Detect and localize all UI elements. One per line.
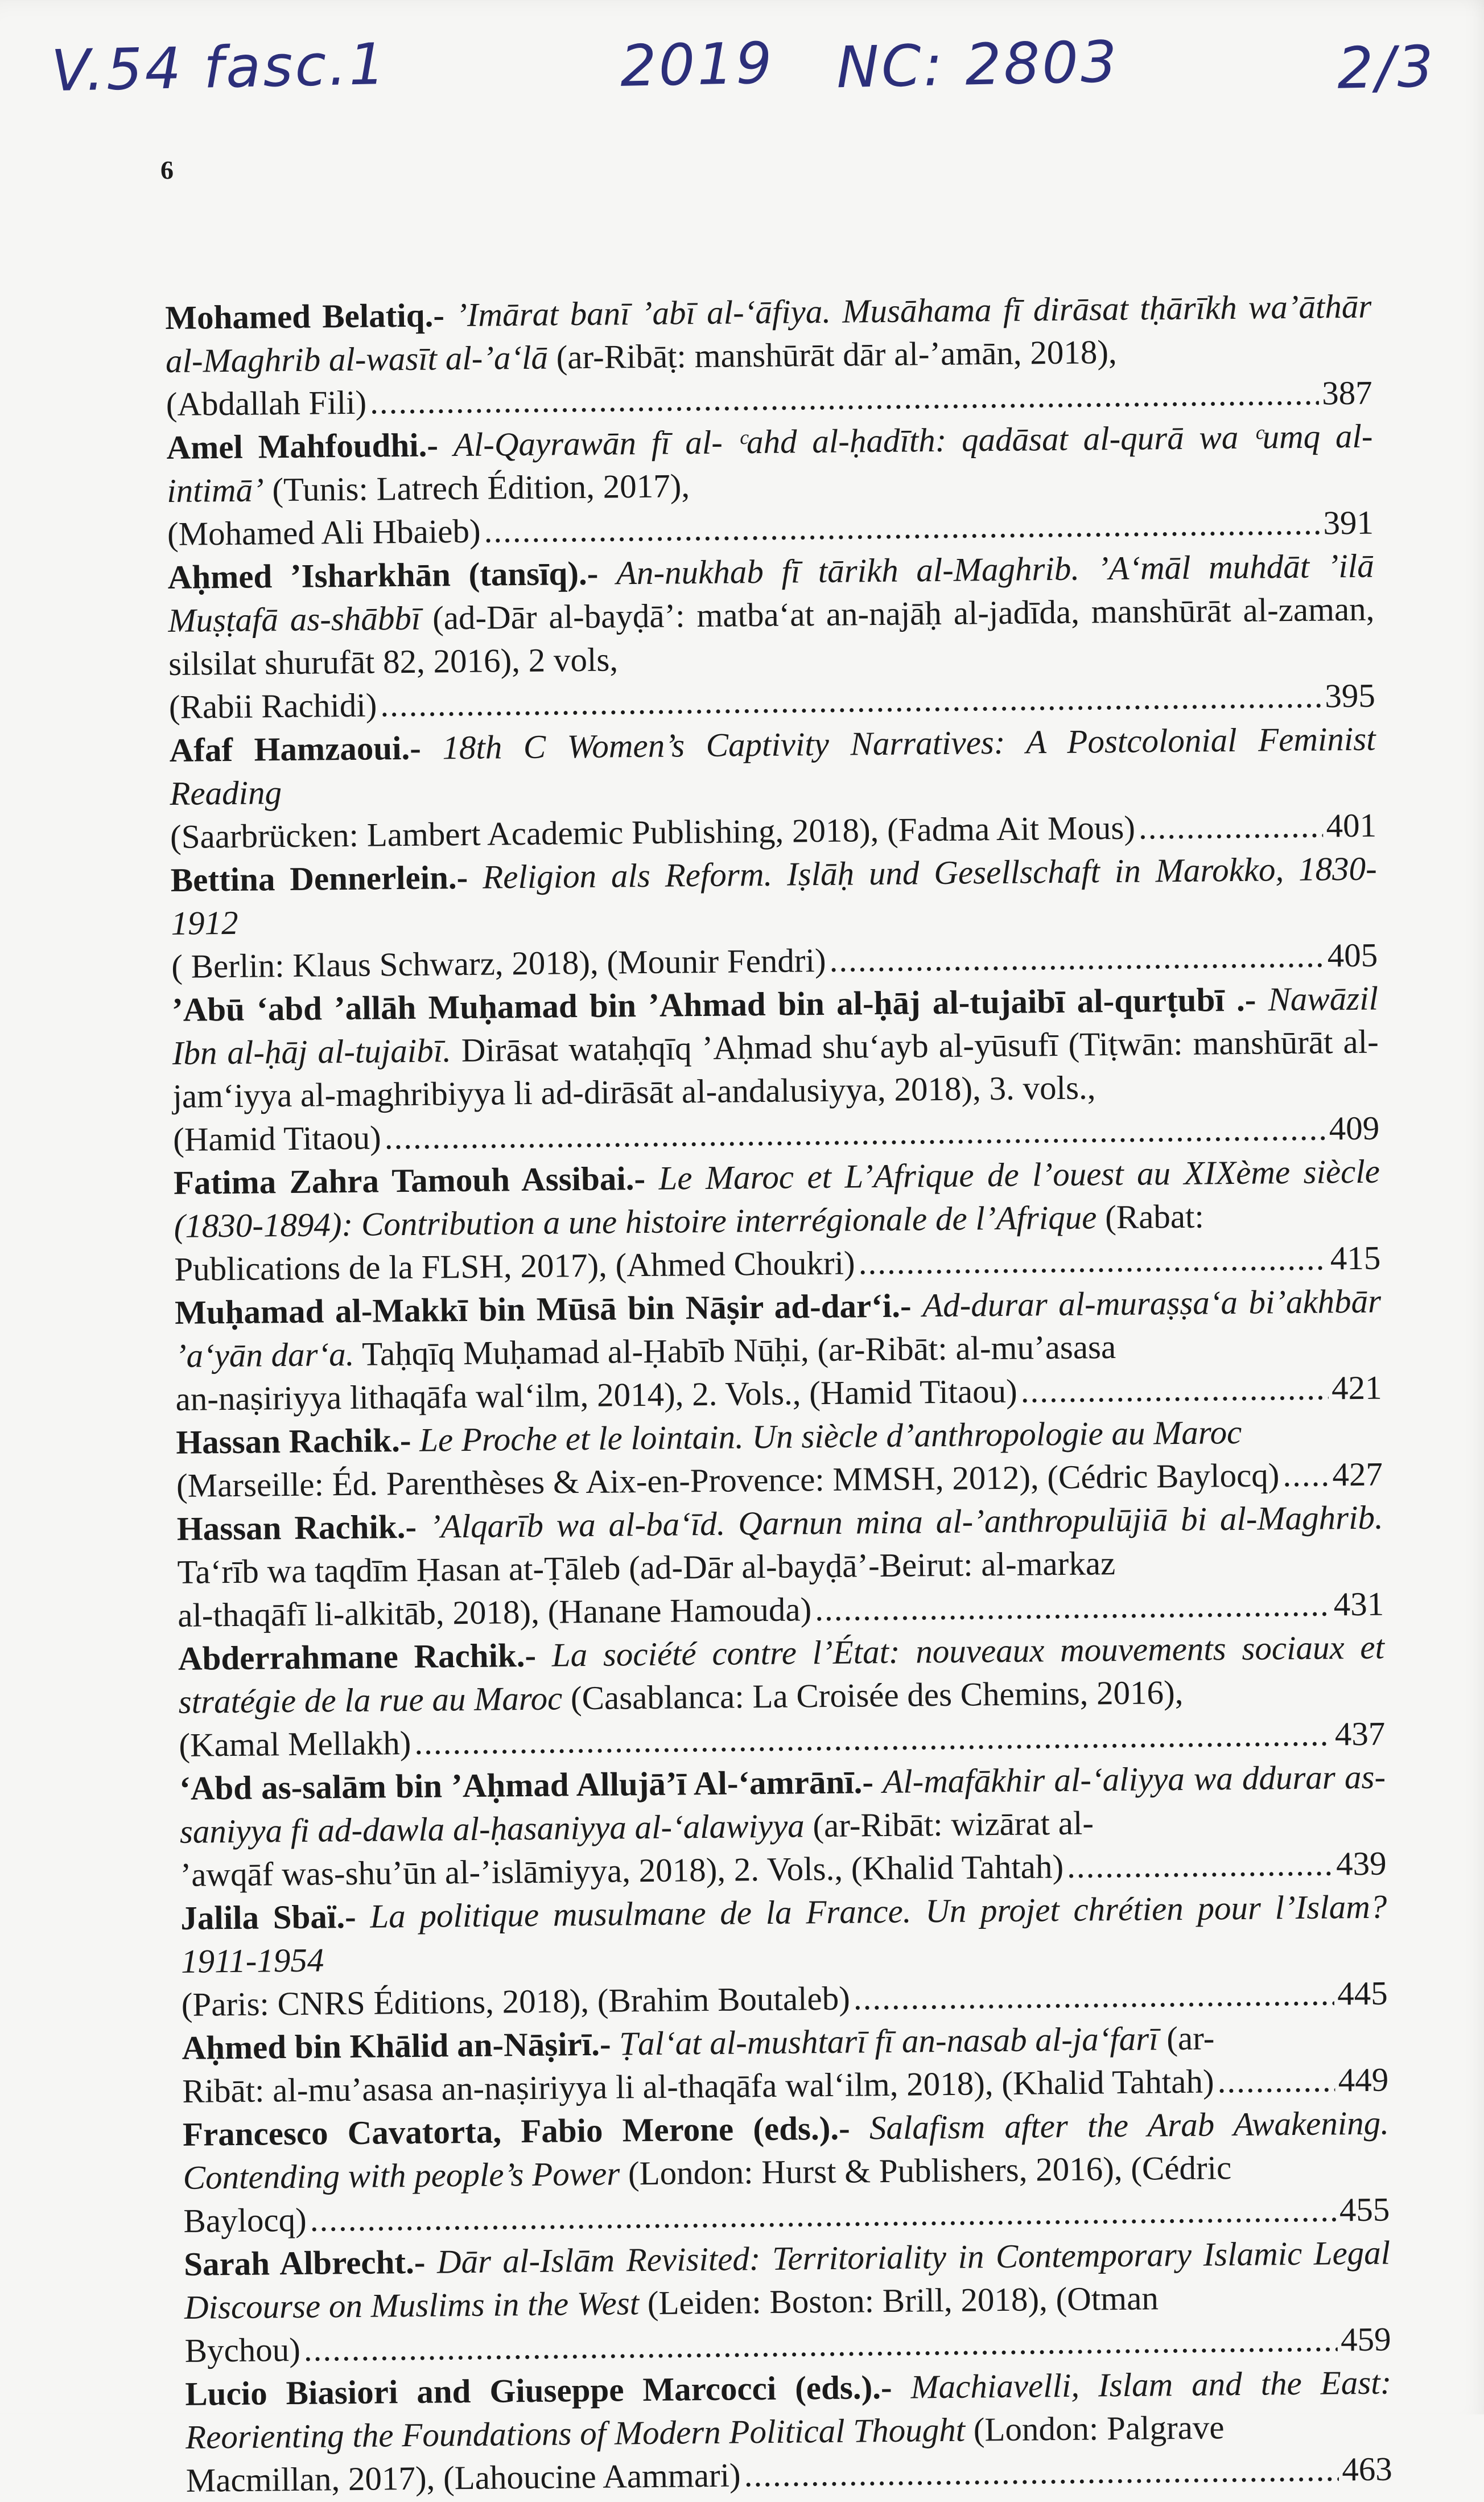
review-entry bbox=[183, 2101, 1390, 2242]
entry-page-number: 445 bbox=[1337, 1974, 1388, 2013]
entry-page-number: 427 bbox=[1332, 1455, 1383, 1493]
entry-author: Lucio Biasiori and Giuseppe Marcocci (eds.).- bbox=[185, 2368, 892, 2413]
entry-body bbox=[176, 1496, 1383, 1594]
entry-author: Amel Mahfoudhi.- bbox=[166, 426, 439, 466]
review-entry bbox=[184, 2231, 1391, 2372]
entry-title: Religion als Reform. Iṣlāḥ und Gesellschaft in Marokko, 1830-1912 bbox=[171, 849, 1378, 942]
review-entry bbox=[172, 977, 1380, 1161]
entry-author: Fatima Zahra Tamouh Assibai.- bbox=[173, 1159, 646, 1201]
dot-leader bbox=[1139, 804, 1323, 849]
entry-page-number: 409 bbox=[1329, 1109, 1380, 1147]
entry-title: Nawāzil Ibn al-ḥāj al-tujaibī. bbox=[172, 979, 1379, 1072]
entry-body bbox=[165, 285, 1372, 382]
entry-body bbox=[166, 414, 1373, 512]
review-entry bbox=[169, 717, 1376, 858]
entry-author: Muḥamad al-Makkī bin Mūsā bin Nāṣir ad-dar‘i.- bbox=[174, 1286, 912, 1331]
entry-reviewer: (Paris: CNRS Éditions, 2018), (Brahim Boutaleb) bbox=[181, 1979, 851, 2023]
entry-author: Abderrahmane Rachik.- bbox=[178, 1636, 537, 1677]
entry-title: Le Maroc et L’Afrique de l’ouest au XIXème siècle (1830-1894): Contribution a une histoire interrégionale de l’Afrique bbox=[174, 1152, 1380, 1245]
entry-title: La société contre l’État: nouveaux mouvements sociaux et stratégie de la rue au Maroc bbox=[178, 1628, 1385, 1721]
entry-body bbox=[174, 1150, 1380, 1248]
entry-page-number: 391 bbox=[1323, 503, 1374, 542]
entry-publication: (Rabat: bbox=[1104, 1197, 1205, 1236]
entry-author: Francesco Cavatorta, Fabio Merone (eds.).- bbox=[182, 2109, 851, 2153]
dot-leader bbox=[1217, 2058, 1335, 2102]
review-entry bbox=[175, 1279, 1382, 1421]
entry-title: ’Alqarīb wa al-ba‘īd. Qarnun mina al-’anthropulūjiā bi al-Maghrib. bbox=[429, 1498, 1384, 1545]
review-entry bbox=[167, 544, 1375, 729]
entry-publication: (Casablanca: La Croisée des Chemins, 2016), bbox=[570, 1673, 1184, 1717]
entry-body bbox=[170, 847, 1377, 945]
dot-leader bbox=[1020, 1366, 1328, 1412]
entry-reviewer: ’awqāf was-shu’ūn al-’islāmiyya, 2018), 2. Vols., (Khalid Tahtah) bbox=[180, 1847, 1064, 1894]
handwritten-code-note: NC: 2803 bbox=[835, 28, 1120, 101]
entry-page-number: 459 bbox=[1340, 2320, 1391, 2359]
entry-body bbox=[180, 1885, 1387, 1983]
handwritten-year-note: 2019 bbox=[619, 30, 775, 100]
entry-title: ’Imārat banī ’abī al-‘āfiya. Musāhama fī dirāsat tḥārīkh wa’āthār al-Maghrib al-wasīt al-’a‘lā bbox=[165, 287, 1372, 380]
entry-page-number: 463 bbox=[1341, 2450, 1393, 2488]
review-entry bbox=[174, 1150, 1381, 1291]
entry-title: Ad-durar al-muraṣṣa‘a bi’akhbār ’a‘yān dar‘a. bbox=[175, 1282, 1382, 1375]
review-entry bbox=[166, 414, 1374, 555]
entry-title: La politique musulmane de la France. Un projet chrétien pour l’Islam? 1911-1954 bbox=[180, 1887, 1387, 1980]
entry-author: Aḥmed bin Khālid an-Nāṣirī.- bbox=[182, 2024, 611, 2067]
review-entry bbox=[178, 1626, 1386, 1767]
entry-author: Hassan Rachik.- bbox=[176, 1507, 417, 1548]
entry-body bbox=[183, 2101, 1390, 2199]
review-entries-list bbox=[165, 285, 1392, 2502]
entry-page-number: 439 bbox=[1335, 1844, 1387, 1883]
entry-title: Al-mafākhir al-‘aliyya wa ddurar as-saniyya fi ad-dawla al-ḥasaniyya al-‘alawiyya bbox=[179, 1758, 1386, 1850]
entry-publication: Ta‘rīb wa taqdīm Ḥasan at-Ṭāleb (ad-Dār al-bayḍā’-Beirut: al-markaz bbox=[177, 1544, 1116, 1591]
review-entry bbox=[182, 2015, 1388, 2113]
entry-author: Hassan Rachik.- bbox=[176, 1421, 411, 1461]
entry-body bbox=[169, 717, 1376, 815]
entry-title: Machiavelli, Islam and the East: Reorienting the Foundations of Modern Political Thought bbox=[185, 2363, 1392, 2456]
entry-author: Jalila Sbaï.- bbox=[180, 1897, 356, 1937]
dot-leader bbox=[858, 1236, 1327, 1284]
dot-leader bbox=[829, 934, 1324, 982]
entry-page-number: 421 bbox=[1331, 1368, 1382, 1407]
entry-reviewer: (Abdallah Fili) bbox=[166, 383, 367, 423]
entry-page-number: 387 bbox=[1321, 373, 1373, 412]
entry-author: ‘Abd as-salām bin ’Aḥmad Allujā’ī Al-‘amrānī.- bbox=[179, 1763, 874, 1807]
entry-title: Dār al-Islām Revisited: Territoriality in Contemporary Islamic Legal Discourse on Muslims in the West bbox=[184, 2233, 1391, 2326]
entry-reviewer: (Saarbrücken: Lambert Academic Publishing, 2018), (Fadma Ait Mous) bbox=[170, 808, 1136, 855]
entry-body bbox=[178, 1626, 1385, 1723]
entry-title: 18th C Women’s Captivity Narratives: A Postcolonial Feminist Reading bbox=[170, 719, 1376, 812]
entry-publication: Dirāsat wataḥqīq ’Aḥmad shu‘ayb al-yūsufī (Tiṭwān: manshūrāt al-jam‘iyya al-maghribiyya li ad-dirāsāt al-andalusiyya, 2018), 3. vols., bbox=[172, 1022, 1379, 1115]
entry-page-number: 431 bbox=[1333, 1585, 1384, 1623]
entry-page-number: 395 bbox=[1325, 676, 1376, 715]
entry-publication: (ad-Dār al-bayḍā’: matba‘at an-najāḥ al-jadīda, manshūrāt al-zaman, silsilat shurufāt 82, 2016), 2 vols, bbox=[168, 590, 1375, 682]
dot-leader bbox=[484, 501, 1320, 553]
entry-reviewer: Baylocq) bbox=[183, 2200, 307, 2240]
entry-title: An-nukhab fī tārikh al-Maghrib. ’A‘māl muhdāt ’ilā Muṣṭafā as-shābbī bbox=[168, 546, 1374, 639]
handwritten-fraction-note: 2/3 bbox=[1336, 33, 1437, 102]
entry-publication: (London: Hurst & Publishers, 2016), (Cédric bbox=[628, 2149, 1232, 2192]
entry-author: Mohamed Belatiq.- bbox=[165, 296, 445, 336]
entry-publication: (Leiden: Boston: Brill, 2018), (Otman bbox=[647, 2279, 1159, 2322]
entry-publication: (ar-Ribāt: wizārat al- bbox=[813, 1804, 1094, 1845]
entry-body bbox=[175, 1279, 1382, 1377]
entry-page-number: 401 bbox=[1326, 806, 1377, 845]
review-entry bbox=[185, 2360, 1392, 2501]
entry-publication: (London: Palgrave bbox=[973, 2408, 1225, 2448]
entry-publication: (ar-Ribāṭ: manshūrāt dār al-’amān, 2018), bbox=[556, 332, 1118, 376]
entry-author: ’Abū ‘abd ’allāh Muḥamad bin ’Ahmad bin al-ḥāj al-tujaibī al-qurṭubī .- bbox=[171, 980, 1256, 1028]
entry-publication: (ar- bbox=[1166, 2019, 1215, 2057]
dot-leader bbox=[853, 1972, 1334, 2019]
entry-reviewer: (Rabii Rachidi) bbox=[168, 686, 377, 726]
entry-author: Afaf Hamzaoui.- bbox=[169, 729, 422, 769]
entry-body bbox=[179, 1755, 1386, 1853]
entry-page-number: 449 bbox=[1338, 2060, 1389, 2099]
entry-author: Aḥmed ’Isharkhān (tansīq).- bbox=[167, 554, 599, 596]
review-entry bbox=[176, 1496, 1384, 1637]
entry-reviewer: (Mohamed Ali Hbaieb) bbox=[167, 512, 481, 553]
entry-title: Al-Qayrawān fī al- ᶜahd al-ḥadīth: qadāsat al-qurā wa ᶜumq al-intimā’ bbox=[166, 417, 1373, 509]
review-entry bbox=[179, 1755, 1387, 1896]
entry-reviewer: ( Berlin: Klaus Schwarz, 2018), (Mounir Fendri) bbox=[171, 941, 826, 985]
entry-title: Ṭal‘at al-mushtarī fī an-nasab al-ja‘farī bbox=[619, 2019, 1159, 2063]
dot-leader bbox=[815, 1582, 1330, 1631]
entry-reviewer: al-thaqāfī li-alkitāb, 2018), (Hanane Hamouda) bbox=[177, 1590, 812, 1634]
entry-reviewer: Macmillan, 2017), (Lahoucine Aammari) bbox=[186, 2456, 741, 2499]
entry-page-number: 437 bbox=[1334, 1714, 1386, 1753]
entry-author: Sarah Albrecht.- bbox=[183, 2242, 426, 2283]
dot-leader bbox=[744, 2447, 1338, 2496]
review-entry bbox=[180, 1885, 1388, 2026]
entry-reviewer: Bychou) bbox=[184, 2330, 301, 2369]
review-entry bbox=[176, 1409, 1383, 1507]
entry-title: Salafism after the Arab Awakening. Contending with people’s Power bbox=[183, 2104, 1390, 2196]
entry-author: Bettina Dennerlein.- bbox=[170, 858, 468, 899]
dot-leader bbox=[1283, 1452, 1329, 1496]
entry-reviewer: an-naṣiriyya lithaqāfa wal‘ilm, 2014), 2. Vols., (Hamid Titaou) bbox=[175, 1372, 1018, 1418]
entry-title: Le Proche et le lointain. Un siècle d’anthropologie au Maroc bbox=[419, 1413, 1242, 1459]
entry-page-number: 415 bbox=[1330, 1238, 1381, 1277]
page-number: 6 bbox=[160, 155, 174, 184]
entry-body bbox=[185, 2360, 1392, 2458]
entry-reviewer: (Marseille: Éd. Parenthèses & Aix-en-Provence: MMSH, 2012), (Cédric Baylocq) bbox=[176, 1456, 1280, 1504]
entry-publication: Taḥqīq Muḥamad al-Ḥabīb Nūḥi, (ar-Ribāt: al-mu’asasa bbox=[361, 1328, 1116, 1373]
review-entry bbox=[170, 847, 1378, 988]
entry-reviewer: (Hamid Titaou) bbox=[172, 1118, 382, 1158]
entry-page-number: 455 bbox=[1339, 2190, 1390, 2229]
handwritten-volume-note: V.54 fasc.1 bbox=[50, 30, 388, 105]
entry-body bbox=[167, 544, 1375, 685]
dot-leader bbox=[1067, 1842, 1333, 1887]
entry-page-number: 405 bbox=[1327, 936, 1378, 974]
entry-reviewer: Publications de la FLSH, 2017), (Ahmed Choukri) bbox=[174, 1244, 855, 1288]
entry-publication: (Tunis: Latrech Édition, 2017), bbox=[272, 467, 690, 509]
review-entry bbox=[165, 285, 1372, 426]
entry-body bbox=[172, 977, 1379, 1118]
entry-body bbox=[184, 2231, 1391, 2328]
entry-reviewer: Ribāt: al-mu’asasa an-naṣiriyya li al-thaqāfa wal‘ilm, 2018), (Khalid Tahtah) bbox=[182, 2062, 1214, 2110]
entry-reviewer: (Kamal Mellakh) bbox=[179, 1723, 411, 1764]
